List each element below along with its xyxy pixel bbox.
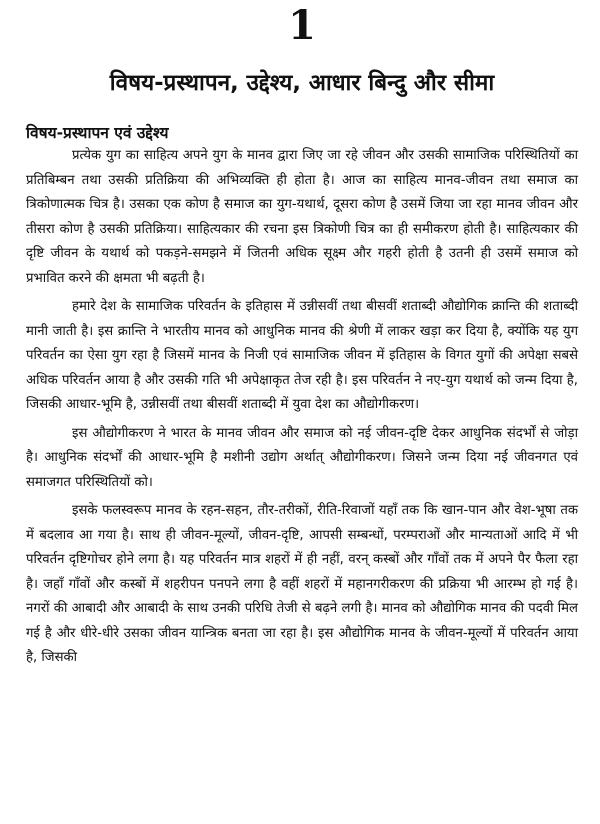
paragraph-3: इस औद्योगीकरण ने भारत के मानव जीवन और समाज को नई जीवन-दृष्टि देकर आधुनिक संदर्भों से जोड़ा है। आधुनिक संदर्भों की आधार-भूमि है मशीनी उद्योग अर्थात् औद्योगीकरण। जिसने जन्म दिया नई जीवनगत एवं समाजगत परिस्थितियों को। [26, 425, 578, 490]
paragraph-4: इसके फलस्वरूप मानव के रहन-सहन, तौर-तरीकों, रीति-रिवाजों यहाँ तक कि खान-पान और वेश-भूषा तक में बदलाव आ गया है। साथ ही जीवन-मूल्यों, जीवन-दृष्टि, आपसी सम्बन्धों, परम्पराओं और मान्यताओं आदि में भी परिवर्तन दृष्टिगोचर होने लगा है। यह परिवर्तन मात्र शहरों में ही नहीं, वरन् कस्बों और गाँवों तक में अपने पैर फैला रहा है। जहाँ गाँवों और कस्बों में शहरीपन पनपने लगा है वहीं शहरों में महानगरीकरण की प्रक्रिया भी आरम्भ हो गई है। नगरों की आबादी और आबादी के साथ उनकी परिधि तेजी से बढ़ने लगी है। मानव को औद्योगिक मानव की पदवी मिल गई है और धीरे-धीरे उसका जीवन यान्त्रिक बनता जा रहा है। इस औद्योगिक मानव के जीवन-मूल्यों में परिवर्तन आया है, जिसकी [26, 503, 578, 665]
paragraph-2: हमारे देश के सामाजिक परिवर्तन के इतिहास में उन्नीसवीं तथा बीसवीं शताब्दी औद्योगिक क्रान्ति की शताब्दी मानी जाती है। इस क्रान्ति ने भारतीय मानव को आधुनिक मानव की श्रेणी में लाकर खड़ा कर दिया है, क्योंकि यह युग परिवर्तन का ऐसा युग रहा है जिसमें मानव के निजी एवं सामाजिक जीवन में इतिहास के विगत युगों की अपेक्षा सबसे अधिक परिवर्तन आया है और उसकी गति भी अपेक्षाकृत तेज रही है। इस परिवर्तन ने नए-युग यथार्थ को जन्म दिया है, जिसकी आधार-भूमि है, उन्नीसवीं तथा बीसवीं शताब्दी में युवा देश का औद्योगीकरण। [26, 299, 578, 412]
chapter-title: विषय-प्रस्थापन, उद्देश्य, आधार बिन्दु और सीमा [109, 70, 495, 96]
book-page [0, 2, 600, 824]
section-heading: विषय-प्रस्थापन एवं उद्देश्य [26, 124, 169, 142]
chapter-number: 1 [288, 2, 316, 49]
paragraph-1: प्रत्येक युग का साहित्य अपने युग के मानव द्वारा जिए जा रहे जीवन और उसकी सामाजिक परिस्थितियों का प्रतिबिम्बन तथा उसकी प्रतिक्रिया की अभिव्यक्ति ही होता है। आज का साहित्य मानव-जीवन तथा समाज का त्रिकोणात्मक चित्र है। उसका एक कोण है समाज का युग-यथार्थ, दूसरा कोण है उसमें जिया जा रहा मानव जीवन और तीसरा कोण है उसकी प्रतिक्रिया। साहित्यकार की रचना इस त्रिकोणी चित्र का ही समीकरण होती है। साहित्यकार की दृष्टि जीवन के यथार्थ को पकड़ने-समझने में जितनी अधिक सूक्ष्म और गहरी होती है उतनी ही उसमें समाज को प्रभावित करने की क्षमता भी बढ़ती है। [26, 148, 578, 286]
